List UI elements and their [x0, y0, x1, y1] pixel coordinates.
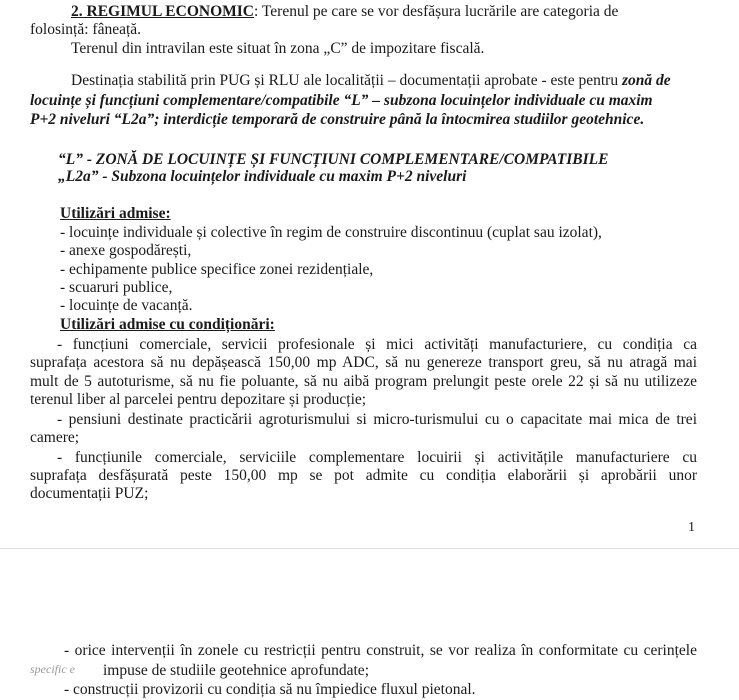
page-break [0, 548, 739, 604]
next-page-line: impuse de studiile geotehnice aprofundate; [103, 662, 369, 679]
conditional-line: mult de 5 autoturisme, să nu fie poluante, să nu aibă program prelungit peste orele 22 și să nu utilizeze [30, 373, 697, 390]
destination-prefix: Destinația stabilită prin PUG și RLU ale localității – documentații aprobate - este pentru [71, 72, 619, 89]
admitted-item: - echipamente publice specifice zonei rezidențiale, [60, 261, 374, 278]
destination-italic-start: zonă de [621, 72, 671, 89]
zone-subtitle: „L2a” - Subzona locuințelor individuale cu maxim P+2 niveluri [58, 168, 467, 185]
admitted-item: - locuințe individuale și colective în regim de construire discontinuu (cuplat sau izolat), [60, 224, 602, 241]
admitted-heading: Utilizări admise: [60, 205, 171, 222]
destination-line-1 [71, 72, 671, 90]
regime-line-3: Terenul din intravilan este situat în zona „C” de impozitare fiscală. [71, 40, 485, 57]
conditional-line: - funcțiuni comerciale, servicii profesionale și mici activități manufacturiere, cu condiția ca [57, 336, 697, 353]
conditional-line: terenul liber al parcelei pentru depozitare și producție; [30, 391, 367, 408]
stray-bleed-text: specific e [30, 662, 75, 676]
zone-title: “L” - ZONĂ DE LOCUINȚE ȘI FUNCȚIUNI COMPLEMENTARE/COMPATIBILE [58, 151, 609, 168]
next-page-line: - construcții provizorii cu condiția să nu împiedice fluxul pietonal. [64, 681, 476, 698]
conditional-line: suprafața desfășurată peste 150,00 mp se pot admite cu condiția elaborării și aprobării unor [30, 467, 697, 484]
admitted-item: - scuaruri publice, [60, 279, 173, 296]
conditional-heading: Utilizări admise cu condiționări: [60, 316, 275, 333]
conditional-line: camere; [30, 429, 80, 446]
conditional-line: - funcțiunile comerciale, serviciile complementare locuirii și activitățile manufacturiere cu [57, 449, 697, 466]
regime-text: Terenul pe care se vor desfășura lucrările are categoria de [261, 3, 619, 20]
conditional-line: suprafața acestora să nu depășească 150,00 mp ADC, să nu genereze transport greu, să nu atragă mai [30, 354, 697, 371]
conditional-line: documentații PUZ; [30, 485, 149, 502]
section-title: 2. REGIMUL ECONOMIC [71, 3, 254, 20]
regime-line-1 [71, 3, 698, 21]
regime-line-2: folosință: fâneață. [30, 21, 142, 38]
section-title-colon: : [254, 3, 259, 20]
destination-line-2: locuințe și funcțiuni complementare/compatibile “L” – subzona locuințelor individuale cu maxim [30, 92, 653, 109]
destination-line-3: P+2 niveluri “L2a”; interdicție temporară de construire până la întocmirea studiilor geotehnice. [30, 111, 645, 128]
admitted-item: - anexe gospodărești, [60, 242, 192, 259]
next-page-line: - orice intervenții în zonele cu restricții pentru construit, se vor realiza în conformitate cu cerințele [64, 642, 697, 659]
conditional-line: - pensiuni destinate practicării agroturismului si micro-turismului cu o capacitate mai mica de trei [57, 411, 697, 428]
admitted-item: - locuințe de vacanță. [60, 297, 193, 314]
page-break-edge [0, 548, 739, 549]
page-number: 1 [688, 520, 695, 535]
